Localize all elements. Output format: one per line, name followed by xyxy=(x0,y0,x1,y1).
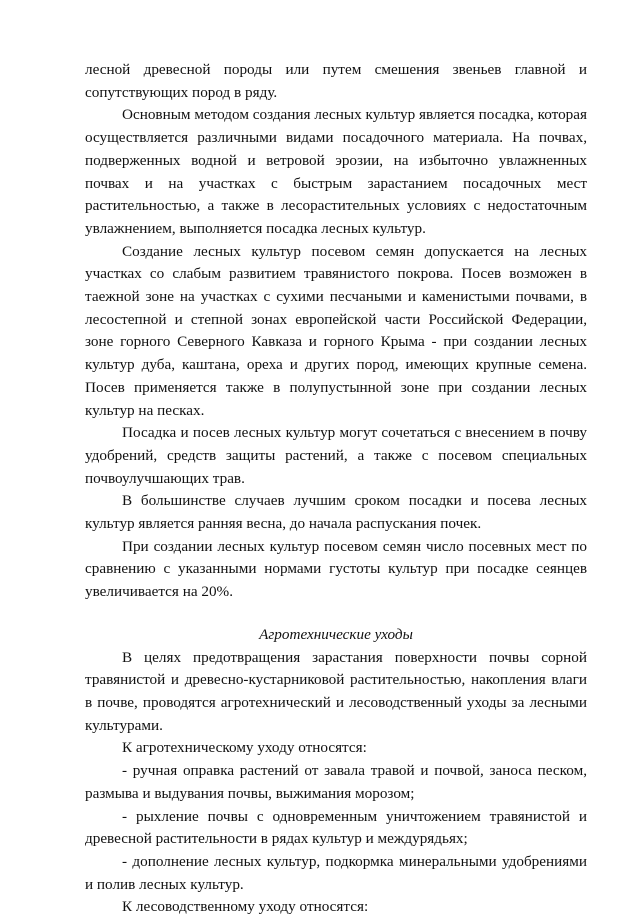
paragraph-planting-method: Основным методом создания лесных культур является посадка, которая осуществляется различными видами посадочного материала. На почвах, подверженных водной и ветровой эрозии, на избыточно увлажненных почвах и на участках с быстрым зарастанием посадочных мест растительностью, а также в лесорастительных условиях с недостаточным увлажнением, выполняется посадка лесных культур. xyxy=(85,106,587,237)
list-item-supplementing: - дополнение лесных культур, подкормка минеральными удобрениями и полив лесных культур. xyxy=(85,852,587,893)
paragraph-seed-sowing: Создание лесных культур посевом семян допускается на лесных участках со слабым развитием травянистого покрова. Посев возможен в таежной зоне на участках с сухими песчаными и каменистыми почвами, в лесостепной и степной зонах европейской части Российской Федерации, зоне горного Северного Кавказа и горного Крыма - при создании лесных культур дуба, каштана, ореха и других пород, имеющих крупные семена. Посев применяется также в полупустынной зоне при создании лесных культур на песках. xyxy=(85,242,587,419)
paragraph-silvicultural-intro: К лесоводственному уходу относятся: xyxy=(122,898,369,916)
paragraph-continuation: лесной древесной породы или путем смешения звеньев главной и сопутствующих пород в ряду. xyxy=(85,61,587,101)
paragraph-seeding-density: При создании лесных культур посевом семян число посевных мест по сравнению с указанными нормами густоты культур при посадке сеянцев увеличивается на 20%. xyxy=(85,537,587,601)
list-item-manual-straightening: - ручная оправка растений от завала травой и почвой, заноса песком, размыва и выдувания почвы, выжимания морозом; xyxy=(85,762,587,802)
paragraph-agrotech-intro: К агротехническому уходу относятся: xyxy=(122,739,367,757)
paragraph-fertilizers: Посадка и посев лесных культур могут сочетаться с внесением в почву удобрений, средств защиты растений, а также с посевом специальных почвоулучшающих трав. xyxy=(85,424,587,487)
document-page xyxy=(85,59,587,919)
paragraph-planting-season: В большинстве случаев лучшим сроком посадки и посева лесных культур является ранняя весна, до начала распускания почек. xyxy=(85,492,587,533)
paragraph-care-purpose: В целях предотвращения зарастания поверхности почвы сорной травянистой и древесно-кустарниковой растительностью, накопления влаги в почве, проводятся агротехнический и лесоводственный уходы за лесными культурами. xyxy=(85,648,587,734)
section-heading: Агротехнические уходы xyxy=(259,625,413,643)
list-item-loosening: - рыхление почвы с одновременным уничтожением травянистой и древесной растительности в рядах культур и междурядьях; xyxy=(85,807,587,848)
